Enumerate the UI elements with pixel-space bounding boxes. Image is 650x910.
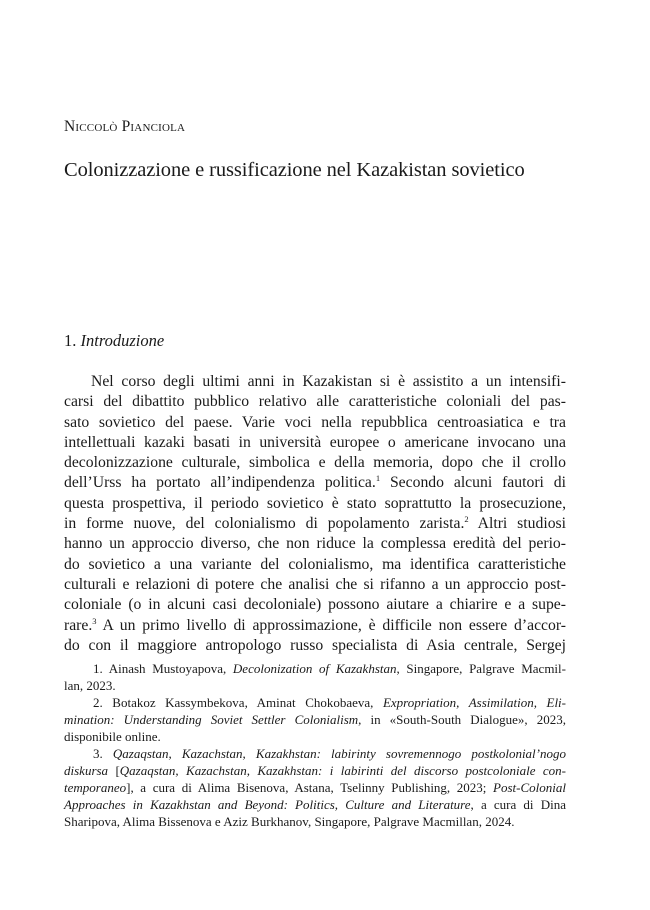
footnote-3-line: [64, 762, 566, 779]
section-number: 1.: [64, 331, 77, 350]
footnote-text: , a cura di Dina: [470, 797, 566, 812]
footnote-title: temporaneo: [64, 780, 127, 795]
body-text-segment: Secondo alcuni fautori di: [380, 474, 566, 492]
body-paragraph: [64, 372, 566, 656]
footnote-1-line: lan, 2023.: [64, 678, 116, 693]
footnote-text: 3.: [93, 746, 113, 761]
body-line: [64, 473, 566, 493]
section-heading: [64, 331, 164, 351]
body-line: [64, 616, 566, 636]
body-text-segment: in forme nuove, del colonialismo di popolamento zarista.: [64, 515, 465, 533]
footnote-1-line: [64, 660, 566, 677]
footnote-title: Post-Colonial: [493, 780, 566, 795]
footnote-title: Expropriation, Assimilation, Eli-: [382, 695, 566, 710]
footnote-ref[interactable]: 3: [92, 615, 97, 626]
body-text-segment: A un primo livello di approssimazione, è difficile non essere d’accor-: [96, 616, 566, 634]
body-line: do sovietico a una variante del colonialismo, ma identifica caratteristiche: [64, 555, 566, 573]
footnote-2-line: [64, 711, 566, 728]
footnote-text: 2. Botakoz Kassymbekova, Aminat Chokobaeva,: [93, 695, 383, 710]
footnote-3-line: Sharipova, Alima Bissenova e Aziz Burkhanov, Singapore, Palgrave Macmillan, 2024.: [64, 814, 515, 829]
author-name: Niccolò Pianciola: [64, 118, 186, 135]
footnote-ref[interactable]: 1: [375, 473, 381, 484]
footnote-title: Decolonization of Kazakhstan: [232, 661, 397, 676]
footnote-text: , Singapore, Palgrave Macmil-: [396, 661, 566, 676]
footnote-title: Approaches in Kazakhstan and Beyond: Politics, Culture and Literature: [64, 797, 471, 812]
chapter-title: Colonizzazione e russificazione nel Kazakistan sovietico: [64, 159, 525, 181]
footnote-text: 1. Ainash Mustoyapova,: [93, 661, 233, 676]
footnotes: [64, 660, 566, 830]
footnote-3-line: [64, 779, 566, 796]
footnote-2-line: disponibile online.: [64, 729, 161, 744]
footnote-text: , in «South-South Dialogue», 2023,: [358, 712, 566, 727]
body-line: hanno un approccio diverso, che non riduce la complessa eredità del perio-: [64, 535, 566, 553]
footnote-3-line: [64, 796, 566, 813]
body-line: Nel corso degli ultimi anni in Kazakistan si è assistito a un intensifi-: [91, 373, 566, 390]
footnote-ref[interactable]: 2: [464, 514, 469, 525]
body-line: do con il maggiore antropologo russo specialista di Asia centrale, Sergej: [64, 636, 566, 654]
body-line: decolonizzazione culturale, simbolica e della memoria, dopo che il crollo: [64, 454, 566, 472]
body-text-segment: rare.: [64, 616, 93, 634]
body-text-segment: Altri studiosi: [468, 515, 566, 533]
footnote-title: mination: Understanding Soviet Settler Colonialism: [64, 712, 359, 727]
footnote-text: ], a cura di Alima Bisenova, Astana, Tselinny Publishing, 2023;: [126, 780, 494, 795]
body-line: questa prospettiva, il periodo sovietico è stato soprattutto la prosecuzione,: [64, 494, 566, 512]
section-label: Introduzione: [80, 331, 165, 350]
body-line: carsi del dibattito pubblico relativo alle caratteristiche coloniali del pas-: [64, 393, 566, 411]
body-line: intellettuali kazaki basati in università europee o americane invocano una: [64, 433, 566, 451]
body-text-segment: dell’Urss ha portato all’indipendenza politica.: [64, 474, 376, 492]
footnote-3-line: [64, 745, 566, 762]
footnote-text: [: [108, 763, 120, 778]
footnote-title: diskursa: [64, 763, 109, 778]
body-line: [64, 514, 566, 534]
body-line: sato sovietico del paese. Varie voci nella repubblica centroasiatica e tra: [64, 413, 566, 431]
footnote-title: Qazaqstan, Kazachstan, Kazakhstan: labirinty sovremennogo postkolonial’nogo: [112, 746, 566, 761]
footnote-2-line: [64, 694, 566, 711]
body-line: coloniale (o in alcuni casi decoloniale) possono aiutare a chiarire e a supe-: [64, 596, 566, 614]
body-line: culturali e relazioni di potere che analisi che si rifanno a un approccio post-: [64, 575, 566, 593]
footnote-title: Qazaqstan, Kazachstan, Kazakhstan: i labirinti del discorso postcoloniale con-: [119, 763, 566, 778]
